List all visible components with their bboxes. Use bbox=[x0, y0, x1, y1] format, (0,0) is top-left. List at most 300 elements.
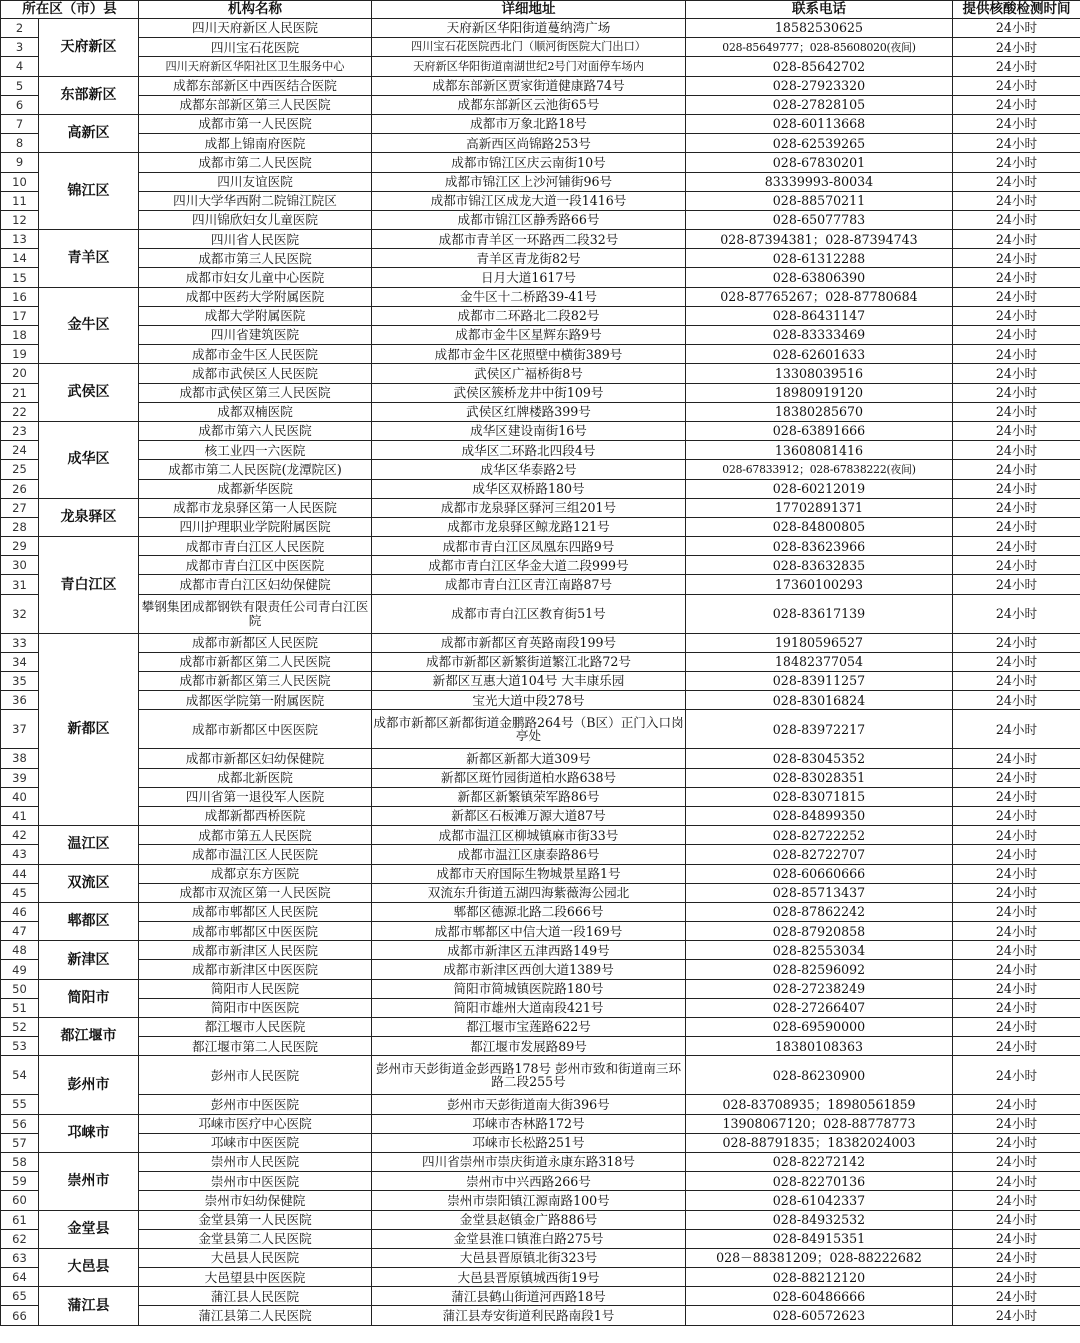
phone-cell: 028-61042337 bbox=[686, 1191, 953, 1210]
address-cell: 四川宝石花医院西北门（顺河街医院大门出口） bbox=[372, 38, 686, 57]
district-cell: 龙泉驿区 bbox=[39, 498, 139, 536]
address-cell: 成都市锦江区成龙大道一段1416号 bbox=[372, 191, 686, 210]
test-time-cell: 24小时 bbox=[953, 1056, 1080, 1095]
row-number: 33 bbox=[1, 633, 39, 652]
test-time-cell: 24小时 bbox=[953, 998, 1080, 1017]
table-row bbox=[1, 114, 1080, 133]
institution-name: 成都市新都区第二人民医院 bbox=[139, 652, 372, 671]
test-time-cell: 24小时 bbox=[953, 172, 1080, 191]
test-time-cell: 24小时 bbox=[953, 19, 1080, 38]
address-cell: 崇州市崇阳镇江源南路100号 bbox=[372, 1191, 686, 1210]
phone-cell: 028-83617139 bbox=[686, 594, 953, 633]
table-row bbox=[1, 768, 1080, 787]
address-cell: 彭州市天彭街道金彭西路178号 彭州市致和街道南三环路二段255号 bbox=[372, 1056, 686, 1095]
address-cell: 四川省崇州市崇庆街道永康东路318号 bbox=[372, 1152, 686, 1171]
address-cell: 新都区新繁镇荣军路86号 bbox=[372, 787, 686, 806]
institution-name: 成都市郫都区中医医院 bbox=[139, 922, 372, 941]
address-cell: 崇州市中兴西路266号 bbox=[372, 1172, 686, 1191]
table-row bbox=[1, 749, 1080, 768]
row-number: 57 bbox=[1, 1133, 39, 1152]
institution-name: 成都市金牛区人民医院 bbox=[139, 345, 372, 364]
phone-cell: 028-63806390 bbox=[686, 268, 953, 287]
test-time-cell: 24小时 bbox=[953, 38, 1080, 57]
table-row bbox=[1, 1248, 1080, 1267]
header-phone: 联系电话 bbox=[686, 1, 953, 19]
institution-name: 邛崃市医疗中心医院 bbox=[139, 1114, 372, 1133]
row-number: 40 bbox=[1, 787, 39, 806]
institution-name: 四川省第一退役军人医院 bbox=[139, 787, 372, 806]
table-row bbox=[1, 1229, 1080, 1248]
institution-name: 核工业四一六医院 bbox=[139, 441, 372, 460]
address-cell: 天府新区华阳街道蔓纳湾广场 bbox=[372, 19, 686, 38]
row-number: 55 bbox=[1, 1095, 39, 1114]
test-time-cell: 24小时 bbox=[953, 1037, 1080, 1056]
row-number: 8 bbox=[1, 134, 39, 153]
district-cell: 成华区 bbox=[39, 421, 139, 498]
table-row bbox=[1, 902, 1080, 921]
district-cell: 金堂县 bbox=[39, 1210, 139, 1248]
row-number: 45 bbox=[1, 883, 39, 902]
phone-cell: 028-83333469 bbox=[686, 326, 953, 345]
institution-name: 邛崃市中医医院 bbox=[139, 1133, 372, 1152]
table-row bbox=[1, 1210, 1080, 1229]
row-number: 44 bbox=[1, 864, 39, 883]
test-time-cell: 24小时 bbox=[953, 364, 1080, 383]
row-number: 10 bbox=[1, 172, 39, 191]
phone-cell: 17702891371 bbox=[686, 498, 953, 517]
address-cell: 成都市新都区新繁街道繁江北路72号 bbox=[372, 652, 686, 671]
table-row bbox=[1, 979, 1080, 998]
district-cell: 天府新区 bbox=[39, 19, 139, 77]
address-cell: 成华区二环路北四段4号 bbox=[372, 441, 686, 460]
phone-cell: 028-86230900 bbox=[686, 1056, 953, 1095]
institution-name: 成都新华医院 bbox=[139, 479, 372, 498]
table-row bbox=[1, 998, 1080, 1017]
institution-name: 成都大学附属医院 bbox=[139, 306, 372, 325]
table-row bbox=[1, 556, 1080, 575]
address-cell: 成都市青白江区教育街51号 bbox=[372, 594, 686, 633]
test-time-cell: 24小时 bbox=[953, 1133, 1080, 1152]
phone-cell: 028-27238249 bbox=[686, 979, 953, 998]
test-time-cell: 24小时 bbox=[953, 826, 1080, 845]
table-row bbox=[1, 134, 1080, 153]
phone-cell: 028-83045352 bbox=[686, 749, 953, 768]
institution-name: 成都市青白江区中医医院 bbox=[139, 556, 372, 575]
institution-name: 金堂县第一人民医院 bbox=[139, 1210, 372, 1229]
test-time-cell: 24小时 bbox=[953, 517, 1080, 536]
address-cell: 大邑县晋原镇城西街19号 bbox=[372, 1268, 686, 1287]
address-cell: 成都市万象北路18号 bbox=[372, 114, 686, 133]
address-cell: 成都市温江区康泰路86号 bbox=[372, 845, 686, 864]
table-row bbox=[1, 691, 1080, 710]
test-time-cell: 24小时 bbox=[953, 460, 1080, 479]
institution-name: 大邑望县中医医院 bbox=[139, 1268, 372, 1287]
test-time-cell: 24小时 bbox=[953, 979, 1080, 998]
test-time-cell: 24小时 bbox=[953, 153, 1080, 172]
test-time-cell: 24小时 bbox=[953, 1268, 1080, 1287]
header-test-time: 提供核酸检测时间 bbox=[953, 1, 1080, 19]
address-cell: 金牛区十二桥路39-41号 bbox=[372, 287, 686, 306]
row-number: 14 bbox=[1, 249, 39, 268]
address-cell: 天府新区华阳街道南湖世纪2号门对面停车场内 bbox=[372, 57, 686, 76]
institution-name: 金堂县第二人民医院 bbox=[139, 1229, 372, 1248]
institution-name: 成都市新都区中医医院 bbox=[139, 710, 372, 749]
institution-name: 成都市第五人民医院 bbox=[139, 826, 372, 845]
test-time-cell: 24小时 bbox=[953, 1191, 1080, 1210]
institution-name: 四川省建筑医院 bbox=[139, 326, 372, 345]
institution-name: 成都市新都区第三人民医院 bbox=[139, 672, 372, 691]
test-time-cell: 24小时 bbox=[953, 691, 1080, 710]
row-number: 26 bbox=[1, 479, 39, 498]
phone-cell: 028-87765267；028-87780684 bbox=[686, 287, 953, 306]
address-cell: 成都市锦江区上沙河铺街96号 bbox=[372, 172, 686, 191]
test-time-cell: 24小时 bbox=[953, 1018, 1080, 1037]
district-cell: 武侯区 bbox=[39, 364, 139, 422]
table-row bbox=[1, 1152, 1080, 1171]
institution-name: 成都市第一人民医院 bbox=[139, 114, 372, 133]
institution-name: 四川宝石花医院 bbox=[139, 38, 372, 57]
row-number: 15 bbox=[1, 268, 39, 287]
address-cell: 蒲江县鹤山街道河西路18号 bbox=[372, 1287, 686, 1306]
test-time-cell: 24小时 bbox=[953, 306, 1080, 325]
address-cell: 武侯区广福桥街8号 bbox=[372, 364, 686, 383]
table-row bbox=[1, 633, 1080, 652]
table-row bbox=[1, 326, 1080, 345]
table-row bbox=[1, 1172, 1080, 1191]
row-number: 7 bbox=[1, 114, 39, 133]
district-cell: 锦江区 bbox=[39, 153, 139, 230]
table-row bbox=[1, 922, 1080, 941]
row-number: 18 bbox=[1, 326, 39, 345]
address-cell: 武侯区红牌楼路399号 bbox=[372, 402, 686, 421]
district-cell: 青白江区 bbox=[39, 537, 139, 634]
table-row bbox=[1, 883, 1080, 902]
table-row bbox=[1, 460, 1080, 479]
table-row bbox=[1, 941, 1080, 960]
phone-cell: 13908067120；028-88778773 bbox=[686, 1114, 953, 1133]
row-number: 12 bbox=[1, 210, 39, 229]
row-number: 49 bbox=[1, 960, 39, 979]
test-time-cell: 24小时 bbox=[953, 556, 1080, 575]
table-row bbox=[1, 479, 1080, 498]
test-time-cell: 24小时 bbox=[953, 537, 1080, 556]
header-address: 详细地址 bbox=[372, 1, 686, 19]
test-time-cell: 24小时 bbox=[953, 1152, 1080, 1171]
phone-cell: 028-82722707 bbox=[686, 845, 953, 864]
table-row bbox=[1, 1018, 1080, 1037]
institution-name: 蒲江县第二人民医院 bbox=[139, 1306, 372, 1325]
test-time-cell: 24小时 bbox=[953, 498, 1080, 517]
test-time-cell: 24小时 bbox=[953, 326, 1080, 345]
phone-cell: 19180596527 bbox=[686, 633, 953, 652]
table-row bbox=[1, 1095, 1080, 1114]
phone-cell: 028-60212019 bbox=[686, 479, 953, 498]
district-cell: 蒲江县 bbox=[39, 1287, 139, 1325]
phone-cell: 028-83708935；18980561859 bbox=[686, 1095, 953, 1114]
address-cell: 青羊区青龙街82号 bbox=[372, 249, 686, 268]
test-time-cell: 24小时 bbox=[953, 57, 1080, 76]
table-row bbox=[1, 383, 1080, 402]
test-time-cell: 24小时 bbox=[953, 902, 1080, 921]
phone-cell: 13308039516 bbox=[686, 364, 953, 383]
phone-cell: 028-85649777；028-85608020(夜间) bbox=[686, 38, 953, 57]
address-cell: 成都市锦江区静秀路66号 bbox=[372, 210, 686, 229]
district-cell: 高新区 bbox=[39, 114, 139, 152]
institution-name: 四川天府新区人民医院 bbox=[139, 19, 372, 38]
address-cell: 成都市锦江区庆云南街10号 bbox=[372, 153, 686, 172]
test-time-cell: 24小时 bbox=[953, 1306, 1080, 1325]
address-cell: 新都区斑竹园街道柏水路638号 bbox=[372, 768, 686, 787]
row-number: 42 bbox=[1, 826, 39, 845]
row-number: 41 bbox=[1, 806, 39, 825]
phone-cell: 028-82272142 bbox=[686, 1152, 953, 1171]
phone-cell: 18980919120 bbox=[686, 383, 953, 402]
test-time-cell: 24小时 bbox=[953, 575, 1080, 594]
district-cell: 温江区 bbox=[39, 826, 139, 864]
table-row bbox=[1, 268, 1080, 287]
phone-cell: 028-87920858 bbox=[686, 922, 953, 941]
table-row bbox=[1, 172, 1080, 191]
institution-name: 成都市新津区人民医院 bbox=[139, 941, 372, 960]
table-row bbox=[1, 249, 1080, 268]
table-row bbox=[1, 191, 1080, 210]
address-cell: 都江堰市发展路89号 bbox=[372, 1037, 686, 1056]
phone-cell: 028-60572623 bbox=[686, 1306, 953, 1325]
institution-name: 成都市第六人民医院 bbox=[139, 421, 372, 440]
phone-cell: 028-84800805 bbox=[686, 517, 953, 536]
test-time-cell: 24小时 bbox=[953, 441, 1080, 460]
row-number: 37 bbox=[1, 710, 39, 749]
address-cell: 成都东部新区云池街65号 bbox=[372, 95, 686, 114]
institution-name: 成都市第三人民医院 bbox=[139, 249, 372, 268]
test-time-cell: 24小时 bbox=[953, 95, 1080, 114]
row-number: 2 bbox=[1, 19, 39, 38]
test-time-cell: 24小时 bbox=[953, 1248, 1080, 1267]
phone-cell: 028-86431147 bbox=[686, 306, 953, 325]
phone-cell: 028-67833912；028-67838222(夜间) bbox=[686, 460, 953, 479]
table-row bbox=[1, 441, 1080, 460]
institution-name: 成都市新津区中医医院 bbox=[139, 960, 372, 979]
institution-name: 成都市第二人民医院 bbox=[139, 153, 372, 172]
phone-cell: 18482377054 bbox=[686, 652, 953, 671]
row-number: 25 bbox=[1, 460, 39, 479]
table-row bbox=[1, 210, 1080, 229]
test-time-cell: 24小时 bbox=[953, 845, 1080, 864]
table-row bbox=[1, 864, 1080, 883]
test-time-cell: 24小时 bbox=[953, 883, 1080, 902]
address-cell: 成都市青羊区一环路西二段32号 bbox=[372, 230, 686, 249]
institution-name: 都江堰市人民医院 bbox=[139, 1018, 372, 1037]
test-time-cell: 24小时 bbox=[953, 864, 1080, 883]
row-number: 36 bbox=[1, 691, 39, 710]
test-time-cell: 24小时 bbox=[953, 210, 1080, 229]
row-number: 16 bbox=[1, 287, 39, 306]
institution-name: 四川护理职业学院附属医院 bbox=[139, 517, 372, 536]
test-time-cell: 24小时 bbox=[953, 633, 1080, 652]
address-cell: 简阳市雄州大道南段421号 bbox=[372, 998, 686, 1017]
test-time-cell: 24小时 bbox=[953, 672, 1080, 691]
phone-cell: 18582530625 bbox=[686, 19, 953, 38]
test-time-cell: 24小时 bbox=[953, 652, 1080, 671]
row-number: 32 bbox=[1, 594, 39, 633]
address-cell: 宝光大道中段278号 bbox=[372, 691, 686, 710]
institution-name: 成都市温江区人民医院 bbox=[139, 845, 372, 864]
header-district: 所在区（市）县 bbox=[1, 1, 139, 19]
table-row bbox=[1, 1287, 1080, 1306]
row-number: 11 bbox=[1, 191, 39, 210]
test-time-cell: 24小时 bbox=[953, 1287, 1080, 1306]
phone-cell: 028-27923320 bbox=[686, 76, 953, 95]
table-row bbox=[1, 153, 1080, 172]
row-number: 51 bbox=[1, 998, 39, 1017]
district-cell: 金牛区 bbox=[39, 287, 139, 364]
address-cell: 成都市二环路北二段82号 bbox=[372, 306, 686, 325]
row-number: 39 bbox=[1, 768, 39, 787]
phone-cell: 028-84932532 bbox=[686, 1210, 953, 1229]
institution-name: 成都市武侯区人民医院 bbox=[139, 364, 372, 383]
district-cell: 郫都区 bbox=[39, 902, 139, 940]
row-number: 66 bbox=[1, 1306, 39, 1325]
test-time-cell: 24小时 bbox=[953, 402, 1080, 421]
table-row bbox=[1, 19, 1080, 38]
phone-cell: 028-85713437 bbox=[686, 883, 953, 902]
test-time-cell: 24小时 bbox=[953, 749, 1080, 768]
address-cell: 成都市新津区五津西路149号 bbox=[372, 941, 686, 960]
institution-name: 崇州市妇幼保健院 bbox=[139, 1191, 372, 1210]
district-cell: 新津区 bbox=[39, 941, 139, 979]
phone-cell: 028-67830201 bbox=[686, 153, 953, 172]
row-number: 38 bbox=[1, 749, 39, 768]
table-row bbox=[1, 306, 1080, 325]
phone-cell: 028-65077783 bbox=[686, 210, 953, 229]
row-number: 64 bbox=[1, 1268, 39, 1287]
row-number: 23 bbox=[1, 421, 39, 440]
phone-cell: 13608081416 bbox=[686, 441, 953, 460]
row-number: 58 bbox=[1, 1152, 39, 1171]
address-cell: 日月大道1617号 bbox=[372, 268, 686, 287]
table-row bbox=[1, 421, 1080, 440]
institution-name: 四川友谊医院 bbox=[139, 172, 372, 191]
table-row bbox=[1, 1191, 1080, 1210]
row-number: 20 bbox=[1, 364, 39, 383]
address-cell: 金堂县淮口镇淮白路275号 bbox=[372, 1229, 686, 1248]
address-cell: 金堂县赵镇金广路886号 bbox=[372, 1210, 686, 1229]
institution-name: 四川省人民医院 bbox=[139, 230, 372, 249]
institution-name: 成都上锦南府医院 bbox=[139, 134, 372, 153]
table-row bbox=[1, 364, 1080, 383]
row-number: 48 bbox=[1, 941, 39, 960]
address-cell: 成都市金牛区星辉东路9号 bbox=[372, 326, 686, 345]
test-time-cell: 24小时 bbox=[953, 1210, 1080, 1229]
table-row bbox=[1, 498, 1080, 517]
phone-cell: 028-83028351 bbox=[686, 768, 953, 787]
row-number: 62 bbox=[1, 1229, 39, 1248]
institution-name: 四川锦欣妇女儿童医院 bbox=[139, 210, 372, 229]
address-cell: 成都市新都区育英路南段199号 bbox=[372, 633, 686, 652]
address-cell: 双流东升街道五湖四海紫薇海公园北 bbox=[372, 883, 686, 902]
table-row bbox=[1, 1268, 1080, 1287]
institution-name: 成都市武侯区第三人民医院 bbox=[139, 383, 372, 402]
address-cell: 邛崃市长松路251号 bbox=[372, 1133, 686, 1152]
row-number: 63 bbox=[1, 1248, 39, 1267]
institution-name: 成都东部新区中西医结合医院 bbox=[139, 76, 372, 95]
test-time-cell: 24小时 bbox=[953, 941, 1080, 960]
institution-name: 大邑县人民医院 bbox=[139, 1248, 372, 1267]
test-time-cell: 24小时 bbox=[953, 1114, 1080, 1133]
address-cell: 成都市温江区柳城镇麻市街33号 bbox=[372, 826, 686, 845]
institution-name: 成都新都西桥医院 bbox=[139, 806, 372, 825]
institution-name: 成都市新都区妇幼保健院 bbox=[139, 749, 372, 768]
institution-name: 彭州市人民医院 bbox=[139, 1056, 372, 1095]
address-cell: 成都市龙泉驿区驿河三组201号 bbox=[372, 498, 686, 517]
phone-cell: 028-84915351 bbox=[686, 1229, 953, 1248]
district-cell: 新都区 bbox=[39, 633, 139, 826]
table-row bbox=[1, 710, 1080, 749]
test-time-cell: 24小时 bbox=[953, 479, 1080, 498]
phone-cell: 028-60486666 bbox=[686, 1287, 953, 1306]
district-cell: 青羊区 bbox=[39, 230, 139, 288]
address-cell: 蒲江县寿安街道利民路南段1号 bbox=[372, 1306, 686, 1325]
address-cell: 成都市青白江区凤凰东四路9号 bbox=[372, 537, 686, 556]
phone-cell: 028-27266407 bbox=[686, 998, 953, 1017]
district-cell: 崇州市 bbox=[39, 1152, 139, 1210]
header-row bbox=[1, 1, 1080, 19]
institution-name: 成都中医药大学附属医院 bbox=[139, 287, 372, 306]
address-cell: 成都市天府国际生物城景星路1号 bbox=[372, 864, 686, 883]
row-number: 53 bbox=[1, 1037, 39, 1056]
phone-cell: 028-88212120 bbox=[686, 1268, 953, 1287]
table-row bbox=[1, 1114, 1080, 1133]
phone-cell: 028-87862242 bbox=[686, 902, 953, 921]
address-cell: 简阳市简城镇医院路180号 bbox=[372, 979, 686, 998]
institution-name: 攀钢集团成都钢铁有限责任公司青白江医院 bbox=[139, 594, 372, 633]
institution-name: 成都东部新区第三人民医院 bbox=[139, 95, 372, 114]
test-time-cell: 24小时 bbox=[953, 287, 1080, 306]
institution-name: 成都市第二人民医院(龙潭院区) bbox=[139, 460, 372, 479]
address-cell: 成华区建设南街16号 bbox=[372, 421, 686, 440]
row-number: 29 bbox=[1, 537, 39, 556]
table-row bbox=[1, 960, 1080, 979]
test-time-cell: 24小时 bbox=[953, 76, 1080, 95]
row-number: 65 bbox=[1, 1287, 39, 1306]
phone-cell: 028-69590000 bbox=[686, 1018, 953, 1037]
test-time-cell: 24小时 bbox=[953, 345, 1080, 364]
test-time-cell: 24小时 bbox=[953, 383, 1080, 402]
institution-name: 成都市妇女儿童中心医院 bbox=[139, 268, 372, 287]
address-cell: 成都市金牛区花照壁中横街389号 bbox=[372, 345, 686, 364]
table-row bbox=[1, 38, 1080, 57]
district-cell: 双流区 bbox=[39, 864, 139, 902]
row-number: 17 bbox=[1, 306, 39, 325]
phone-cell: 028-62601633 bbox=[686, 345, 953, 364]
row-number: 21 bbox=[1, 383, 39, 402]
row-number: 3 bbox=[1, 38, 39, 57]
phone-cell: 028-83972217 bbox=[686, 710, 953, 749]
address-cell: 成华区双桥路180号 bbox=[372, 479, 686, 498]
institution-name: 简阳市中医医院 bbox=[139, 998, 372, 1017]
phone-cell: 18380108363 bbox=[686, 1037, 953, 1056]
phone-cell: 028-88791835；18382024003 bbox=[686, 1133, 953, 1152]
phone-cell: 028-83632835 bbox=[686, 556, 953, 575]
test-time-cell: 24小时 bbox=[953, 1095, 1080, 1114]
test-time-cell: 24小时 bbox=[953, 134, 1080, 153]
address-cell: 高新西区尚锦路253号 bbox=[372, 134, 686, 153]
address-cell: 新都区石板滩万源大道87号 bbox=[372, 806, 686, 825]
district-cell: 大邑县 bbox=[39, 1248, 139, 1286]
row-number: 4 bbox=[1, 57, 39, 76]
test-time-cell: 24小时 bbox=[953, 922, 1080, 941]
row-number: 28 bbox=[1, 517, 39, 536]
